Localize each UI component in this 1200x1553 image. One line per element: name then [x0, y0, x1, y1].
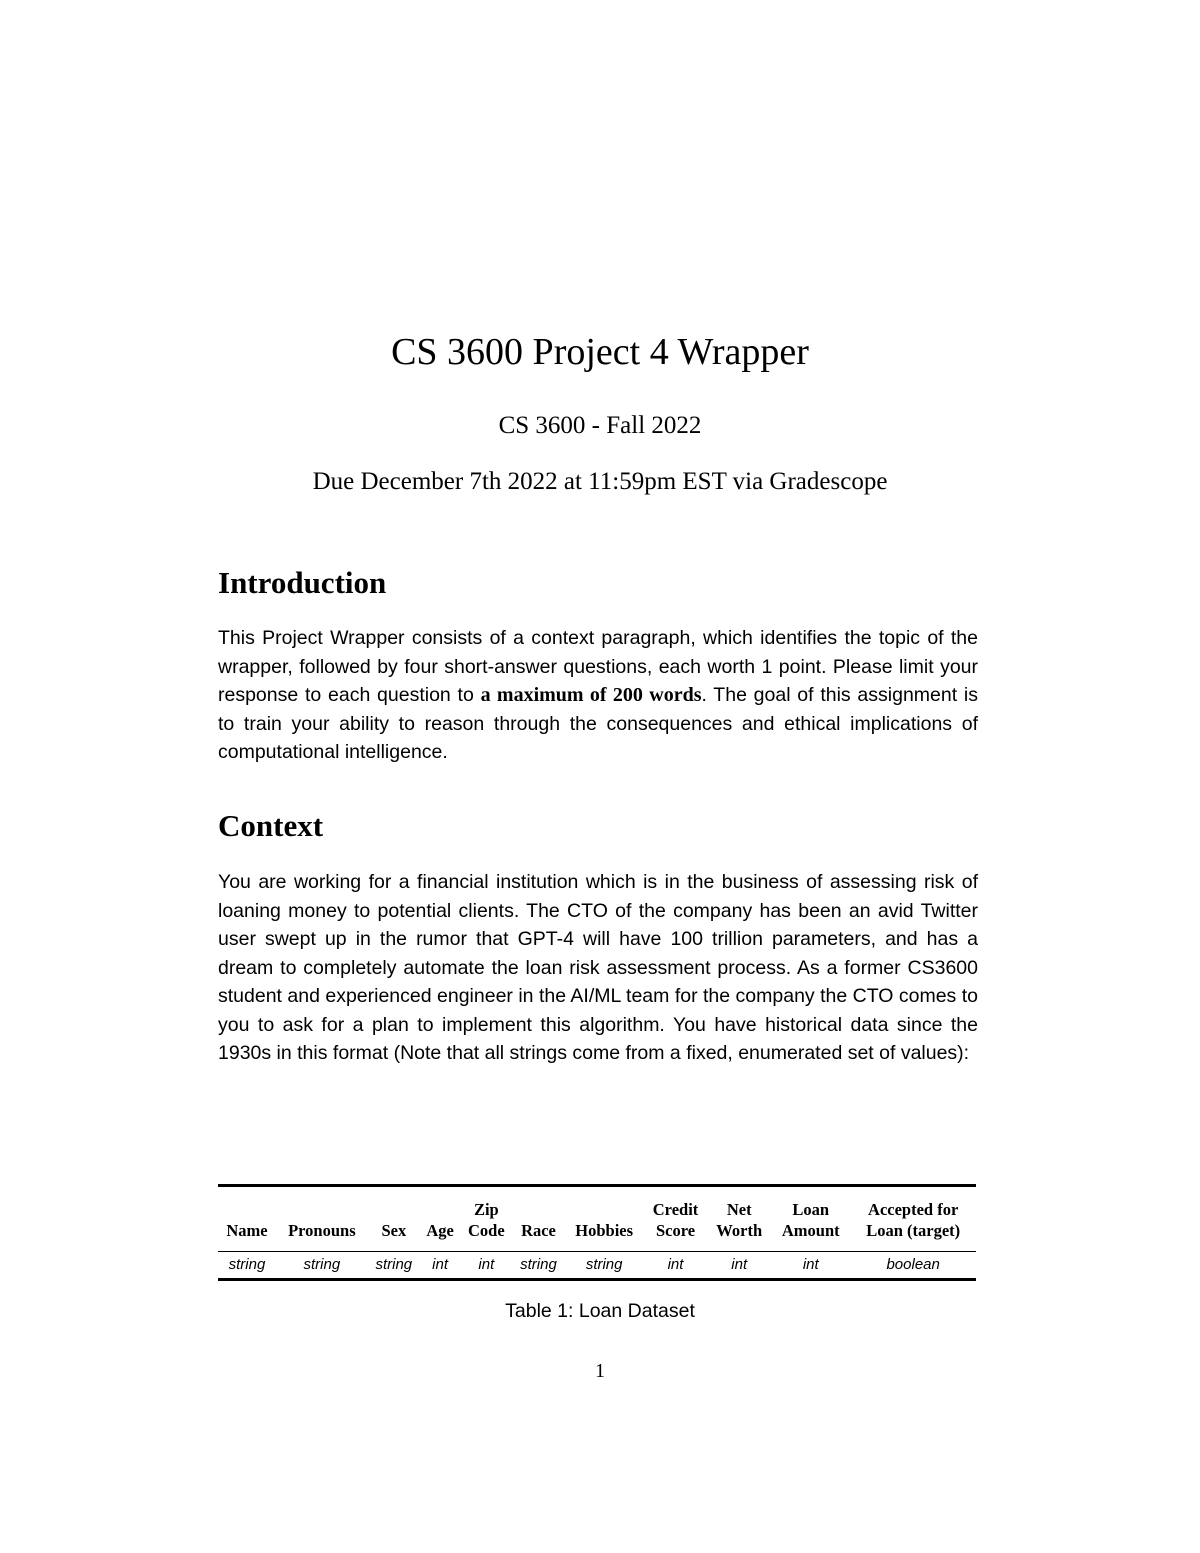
- column-type-cell: int: [432, 1256, 448, 1273]
- column-header: Name: [226, 1221, 268, 1240]
- column-type-cell: string: [375, 1256, 413, 1273]
- column-type-cell: int: [731, 1256, 748, 1273]
- table-header-row: [218, 1186, 976, 1252]
- introduction-paragraph: [218, 624, 978, 767]
- column-header: Loan Amount: [781, 1200, 840, 1240]
- column-header: Zip Code: [468, 1200, 505, 1240]
- due-date: Due December 7th 2022 at 11:59pm EST via Gradescope: [312, 468, 888, 495]
- course-subtitle: CS 3600 - Fall 2022: [498, 412, 702, 439]
- loan-dataset-table: [218, 1184, 976, 1281]
- column-header: Credit Score: [652, 1200, 699, 1240]
- word-limit-emphasis: a maximum of 200 words: [480, 684, 702, 706]
- context-heading: Context: [218, 808, 324, 843]
- table-caption: Table 1: Loan Dataset: [505, 1300, 695, 1322]
- column-type-cell: int: [478, 1256, 495, 1273]
- page-number: 1: [595, 1360, 605, 1382]
- column-type-cell: string: [228, 1256, 266, 1273]
- column-type-cell: boolean: [886, 1256, 940, 1273]
- context-paragraph: You are working for a financial institution which is in the business of assessing risk of loaning money to potential clients. The CTO of the company has been an avid Twitter user swept up in the rumor that GPT-4 will have 100 trillion parameters, and has a dream to completely automate the loan risk assessment process. As a former CS3600 student and experienced engineer in the AI/ML team for the company the CTO comes to you to ask for a plan to implement this algorithm. You have historical data since the 1930s in this format (Note that all strings come from a fixed, enumerated set of values):: [218, 871, 978, 1064]
- introduction-text-start: This Project Wrapper consists of a context paragraph, which identifies the topic of the wrapper, followed by four short-answer questions, each worth 1 point. Please limit your response to each question to: [218, 627, 978, 706]
- table-row: [218, 1252, 976, 1280]
- column-header: Race: [521, 1221, 556, 1240]
- column-header: Pronouns: [288, 1221, 356, 1240]
- column-type-cell: string: [520, 1256, 557, 1273]
- introduction-text-end: . The goal of this assignment is to train your ability to reason through the consequences and ethical implications of computational intelligence.: [218, 684, 978, 763]
- column-header: Accepted for Loan (target): [866, 1200, 961, 1240]
- column-type-cell: int: [802, 1256, 819, 1273]
- document-title: CS 3600 Project 4 Wrapper: [391, 331, 809, 373]
- column-type-cell: string: [585, 1256, 623, 1273]
- column-type-cell: int: [667, 1256, 684, 1273]
- column-header: Sex: [381, 1221, 407, 1240]
- column-header: Hobbies: [575, 1221, 634, 1240]
- introduction-heading: Introduction: [218, 565, 387, 600]
- column-header: Age: [426, 1221, 454, 1240]
- column-type-cell: string: [303, 1256, 341, 1273]
- column-header: Net Worth: [716, 1200, 763, 1240]
